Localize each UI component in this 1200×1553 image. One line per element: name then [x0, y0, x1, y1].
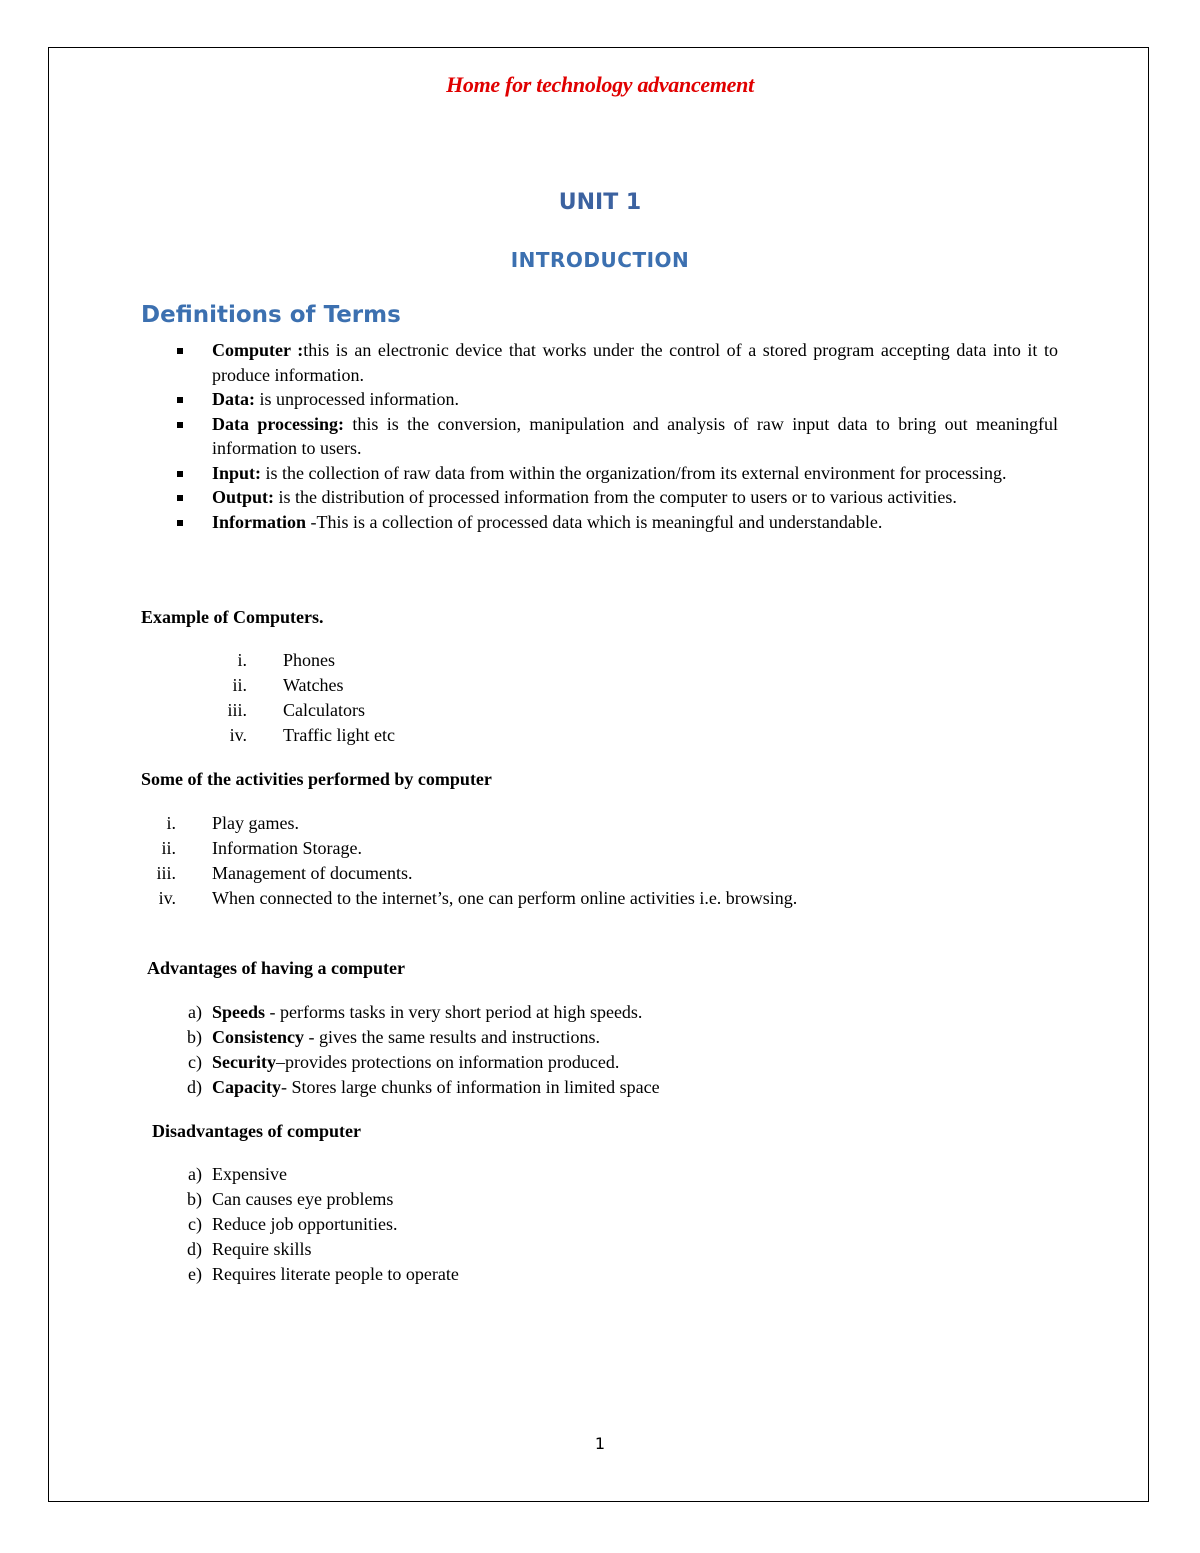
list-letter: e) — [188, 1264, 202, 1284]
examples-list — [227, 648, 395, 748]
definition-text: is the collection of raw data from within the organization/from its external environment for processing. — [261, 462, 1007, 483]
definition-text: this is the conversion, manipulation and analysis of raw input data to bring out meaningful information to users. — [212, 413, 1059, 458]
list-item — [188, 1050, 660, 1075]
list-letter: d) — [187, 1077, 202, 1097]
unit-subtitle: INTRODUCTION — [510, 248, 690, 272]
list-text: When connected to the internet’s, one can perform online activities i.e. browsing. — [212, 888, 798, 908]
activities-heading: Some of the activities performed by computer — [141, 769, 492, 789]
disadvantages-heading: Disadvantages of computer — [152, 1121, 361, 1141]
list-item — [174, 338, 1058, 387]
list-number: iii. — [227, 700, 247, 720]
examples-heading: Example of Computers. — [141, 607, 324, 627]
list-item — [188, 1262, 459, 1287]
list-number: ii. — [232, 675, 247, 695]
list-item — [187, 1187, 459, 1212]
list-item — [227, 698, 395, 723]
list-text: - Stores large chunks of information in limited space — [281, 1077, 660, 1097]
definition-term: Data processing: — [212, 413, 345, 434]
list-text: Traffic light etc — [283, 725, 395, 745]
advantage-term: Consistency — [212, 1027, 305, 1047]
list-text: Expensive — [212, 1164, 287, 1184]
list-letter: b) — [187, 1027, 202, 1047]
list-number: iv. — [158, 888, 176, 908]
list-text: Watches — [283, 675, 344, 695]
list-item — [187, 1025, 660, 1050]
list-number: i. — [166, 813, 176, 833]
list-text: Calculators — [283, 700, 365, 720]
list-number: ii. — [161, 838, 176, 858]
list-text: –provides protections on information produced. — [275, 1052, 620, 1072]
list-letter: c) — [188, 1052, 202, 1072]
list-item — [188, 1212, 459, 1237]
list-letter: d) — [187, 1239, 202, 1259]
definition-term: Data: — [212, 389, 255, 409]
page-header-banner: Home for technology advancement — [446, 72, 754, 97]
advantage-term: Capacity — [212, 1077, 281, 1097]
list-letter: c) — [188, 1214, 202, 1234]
square-bullet-icon — [177, 397, 183, 403]
unit-title: UNIT 1 — [558, 190, 642, 215]
list-text: Information Storage. — [212, 838, 362, 858]
definitions-heading: Definitions of Terms — [141, 302, 401, 328]
list-number: iii. — [156, 863, 176, 883]
list-number: iv. — [229, 725, 247, 745]
list-item — [174, 412, 1058, 461]
list-text: Management of documents. — [212, 863, 413, 883]
list-text: Require skills — [212, 1239, 312, 1259]
list-item — [156, 861, 797, 886]
list-text: Can causes eye problems — [212, 1189, 394, 1209]
list-letter: a) — [188, 1164, 202, 1184]
list-item — [161, 836, 797, 861]
list-item — [174, 485, 1058, 510]
definitions-list — [174, 338, 1058, 534]
advantage-term: Speeds — [212, 1002, 266, 1022]
square-bullet-icon — [177, 495, 183, 501]
definition-term: Input: — [212, 462, 262, 483]
list-letter: a) — [188, 1002, 202, 1022]
definition-text: -This is a collection of processed data which is meaningful and understandable. — [306, 511, 883, 532]
list-text: - gives the same results and instructions. — [304, 1027, 600, 1047]
list-text: - performs tasks in very short period at high speeds. — [265, 1002, 643, 1022]
list-text: Phones — [283, 650, 336, 670]
list-item — [188, 1000, 660, 1025]
advantage-term: Security — [212, 1052, 276, 1072]
definition-text: is unprocessed information. — [255, 389, 459, 409]
list-number: i. — [237, 650, 247, 670]
list-text: Reduce job opportunities. — [212, 1214, 398, 1234]
advantages-list — [187, 1000, 660, 1100]
list-item — [158, 886, 798, 911]
page-number: 1 — [594, 1434, 606, 1453]
square-bullet-icon — [177, 422, 183, 428]
list-item — [237, 648, 395, 673]
list-item — [187, 1075, 660, 1100]
list-item — [174, 387, 1058, 412]
disadvantages-list — [187, 1162, 459, 1287]
definition-text: this is an electronic device that works under the control of a stored program accepting data into it to produce information. — [212, 340, 1058, 385]
list-item — [166, 811, 797, 836]
activities-list — [156, 811, 798, 911]
list-item — [187, 1237, 459, 1262]
list-text: Play games. — [212, 813, 299, 833]
list-text: Requires literate people to operate — [212, 1264, 459, 1284]
list-item — [174, 461, 1058, 486]
advantages-heading: Advantages of having a computer — [147, 958, 406, 978]
list-letter: b) — [187, 1189, 202, 1209]
list-item — [174, 510, 1058, 535]
definition-term: Information — [212, 511, 306, 532]
list-item — [232, 673, 395, 698]
list-item — [229, 723, 395, 748]
definition-term: Output: — [212, 487, 275, 507]
square-bullet-icon — [177, 520, 183, 526]
square-bullet-icon — [177, 348, 183, 354]
square-bullet-icon — [177, 471, 183, 477]
definition-term: Computer : — [212, 340, 304, 360]
list-item — [188, 1162, 459, 1187]
definition-text: is the distribution of processed information from the computer to users or to various activities. — [274, 487, 957, 507]
